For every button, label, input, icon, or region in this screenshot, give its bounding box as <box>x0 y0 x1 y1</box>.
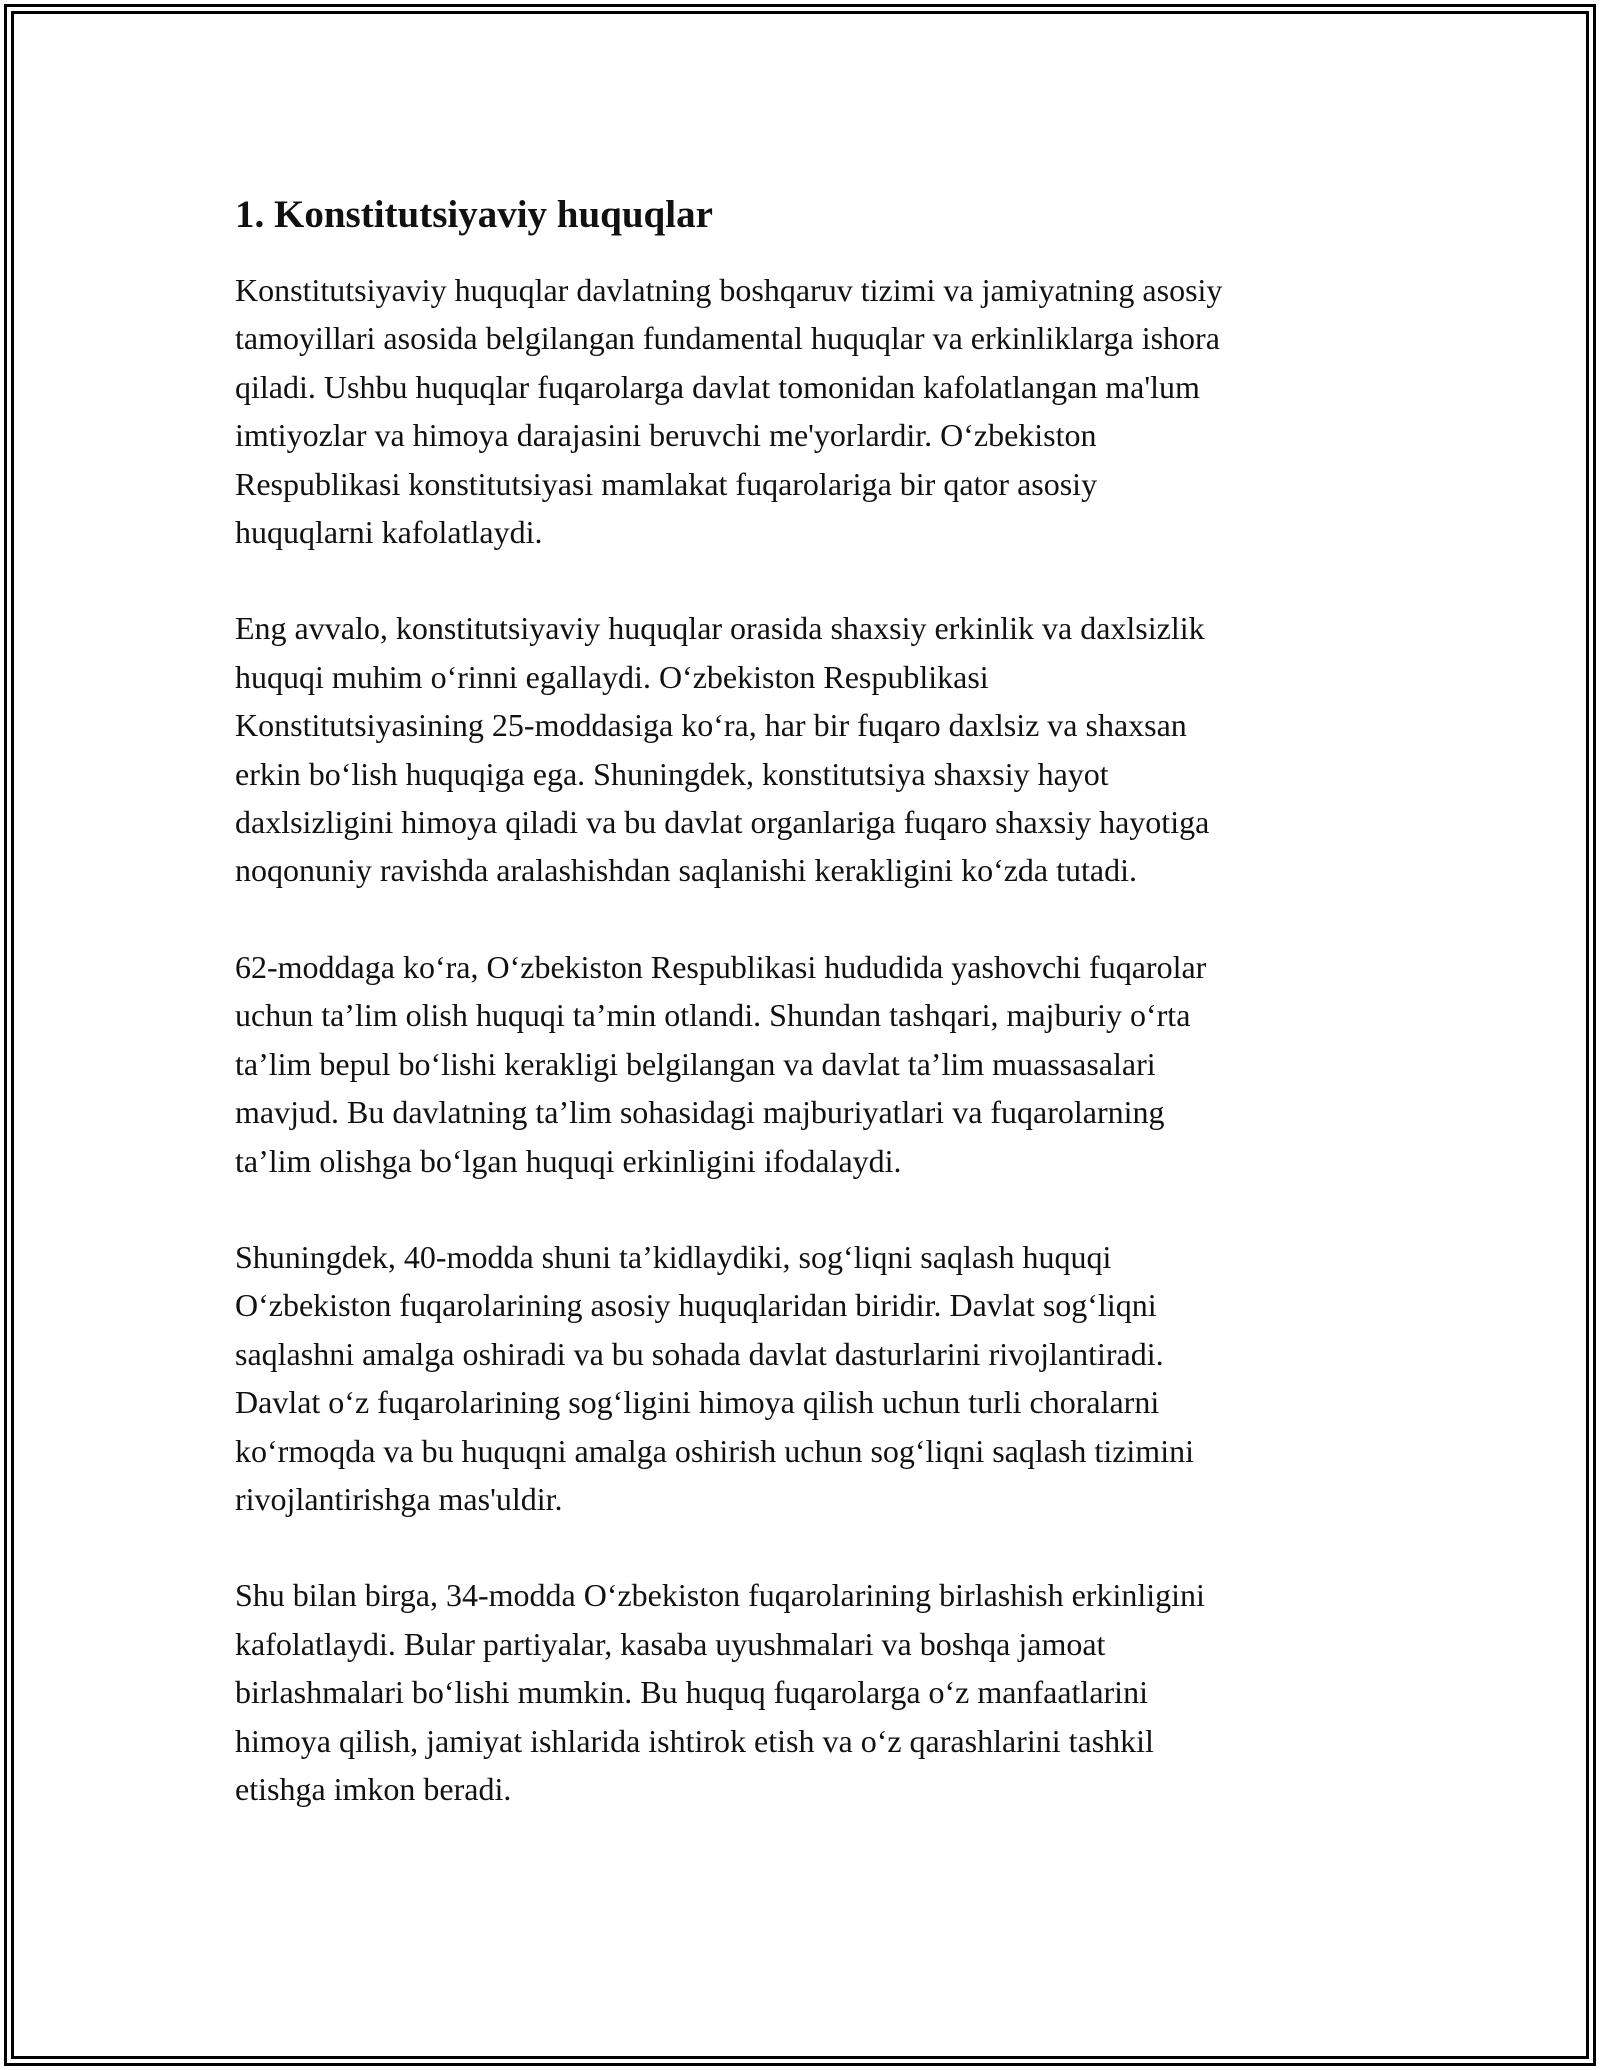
paragraph-association-right: Shu bilan birga, 34-modda O‘zbekiston fuqarolarining birlashish erkinligini kafolatlaydi. Bular partiyalar, kasaba uyushmalari va boshqa jamoat birlashmalari bo‘lishi mumkin. Bu huquq fuqarolarga o‘z manfaatlarini himoya qilish, jamiyat ishlarida ishtirok etish va o‘z qarashlarini tashkil etishga imkon beradi. <box>235 1577 1205 1807</box>
paragraph-education-right: 62-moddaga ko‘ra, O‘zbekiston Respublikasi hududida yashovchi fuqarolar uchun ta’lim olish huquqi ta’min otlandi. Shundan tashqari, majburiy o‘rta ta’lim bepul bo‘lishi kerakligi belgilangan va davlat ta’lim muassasalari mavjud. Bu davlatning ta’lim sohasidagi majburiyatlari va fuqarolarning ta’lim olishga bo‘lgan huquqi erkinligini ifodalaydi. <box>235 948 1207 1179</box>
paragraph-personal-freedom: Eng avvalo, konstitutsiyaviy huquqlar orasida shaxsiy erkinlik va daxlsizlik huquqi muhim o‘rinni egallaydi. O‘zbekiston Respublikasi Konstitutsiyasining 25-moddasiga ko‘ra, har bir fuqaro daxlsiz va shaxsan erkin bo‘lish huquqiga ega. Shuningdek, konstitutsiya shaxsiy hayot daxlsizligini himoya qiladi va bu davlat organlariga fuqaro shaxsiy hayotiga noqonuniy ravishda aralashishdan saqlanishi kerakligini ko‘zda tutadi. <box>235 610 1210 889</box>
paragraph-health-right: Shuningdek, 40-modda shuni ta’kidlaydiki, sog‘liqni saqlash huquqi O‘zbekiston fuqarolarining asosiy huquqlaridan biridir. Davlat sog‘liqni saqlashni amalga oshiradi va bu sohada davlat dasturlarini rivojlantiradi. Davlat o‘z fuqarolarining sog‘ligini himoya qilish uchun turli choralarni ko‘rmoqda va bu huquqni amalga oshirish uchun sog‘liqni saqlash tizimini rivojlantirishga mas'uldir. <box>235 1238 1194 1517</box>
paragraph-intro: Konstitutsiyaviy huquqlar davlatning boshqaruv tizimi va jamiyatning asosiy tamoyillari asosida belgilangan fundamental huquqlar va erkinliklarga ishora qiladi. Ushbu huquqlar fuqarolarga davlat tomonidan kafolatlangan ma'lum imtiyozlar va himoya darajasini beruvchi me'yorlardir. O‘zbekiston Respublikasi konstitutsiyasi mamlakat fuqarolariga bir qator asosiy huquqlarni kafolatlaydi. <box>235 272 1223 551</box>
section-heading: 1. Konstitutsiyaviy huquqlar <box>235 193 713 236</box>
document-body <box>235 186 1385 1861</box>
